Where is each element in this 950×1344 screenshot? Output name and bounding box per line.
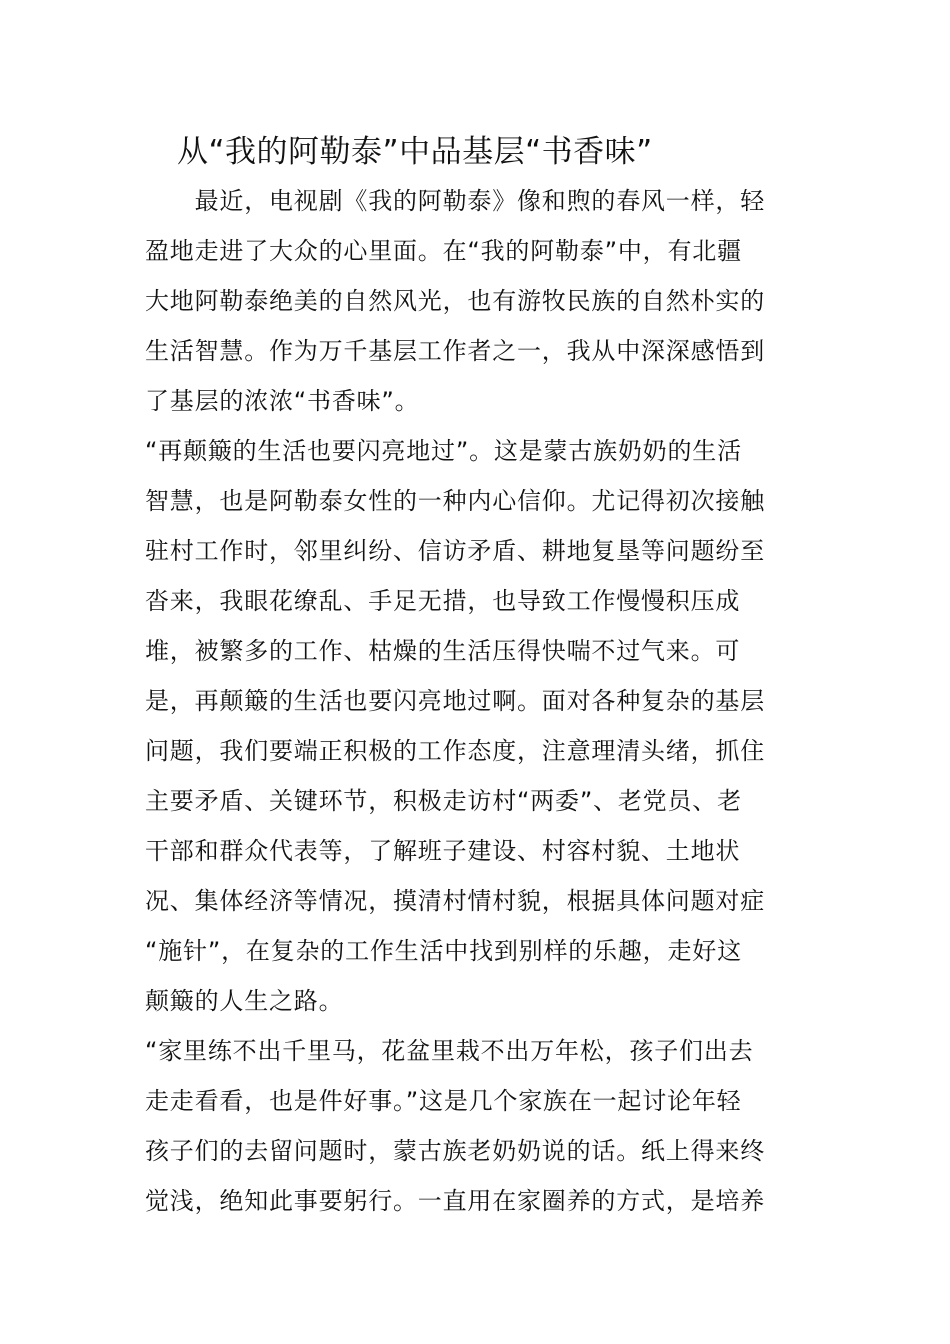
paragraph-line: 堆，被繁多的工作、枯燥的生活压得快喘不过气来。可 <box>145 637 741 665</box>
paragraph-line: 大地阿勒泰绝美的自然风光，也有游牧民族的自然朴实的 <box>145 287 765 315</box>
paragraph-line: 干部和群众代表等，了解班子建设、村容村貌、土地状 <box>145 837 741 865</box>
paragraph-line: 生活智慧。作为万千基层工作者之一，我从中深深感悟到 <box>145 337 765 365</box>
paragraph-line: 是，再颠簸的生活也要闪亮地过啊。面对各种复杂的基层 <box>145 687 765 715</box>
paragraph-line: “家里练不出千里马，花盆里栽不出万年松，孩子们出去 <box>145 1037 754 1065</box>
paragraph-line: 智慧，也是阿勒泰女性的一种内心信仰。尤记得初次接触 <box>145 487 765 515</box>
paragraph-line: 问题，我们要端正积极的工作态度，注意理清头绪，抓住 <box>145 737 765 765</box>
paragraph-line: 盈地走进了大众的心里面。在“我的阿勒泰”中，有北疆 <box>145 237 742 265</box>
paragraph-line: “施针”，在复杂的工作生活中找到别样的乐趣，走好这 <box>145 937 742 965</box>
paragraph-line: 孩子们的去留问题时，蒙古族老奶奶说的话。纸上得来终 <box>145 1137 765 1165</box>
paragraph-line: 主要矛盾、关键环节，积极走访村“两委”、老党员、老 <box>145 787 742 815</box>
document-title: 从“我的阿勒泰”中品基层“书香味” <box>177 134 653 170</box>
paragraph-line: 沓来，我眼花缭乱、手足无措，也导致工作慢慢积压成 <box>145 587 741 615</box>
paragraph-line: 了基层的浓浓“书香味”。 <box>145 387 420 415</box>
paragraph-line: 最近，电视剧《我的阿勒泰》像和煦的春风一样，轻 <box>145 187 765 215</box>
paragraph-line: 走走看看，也是件好事。”这是几个家族在一起讨论年轻 <box>145 1087 742 1115</box>
paragraph-line: 颠簸的人生之路。 <box>145 987 344 1015</box>
paragraph-line: 况、集体经济等情况，摸清村情村貌，根据具体问题对症 <box>145 887 765 915</box>
paragraph-line: 觉浅，绝知此事要躬行。一直用在家圈养的方式，是培养 <box>145 1187 765 1215</box>
paragraph-line: “再颠簸的生活也要闪亮地过”。这是蒙古族奶奶的生活 <box>145 437 742 465</box>
paragraph-line: 驻村工作时，邻里纠纷、信访矛盾、耕地复垦等问题纷至 <box>145 537 765 565</box>
